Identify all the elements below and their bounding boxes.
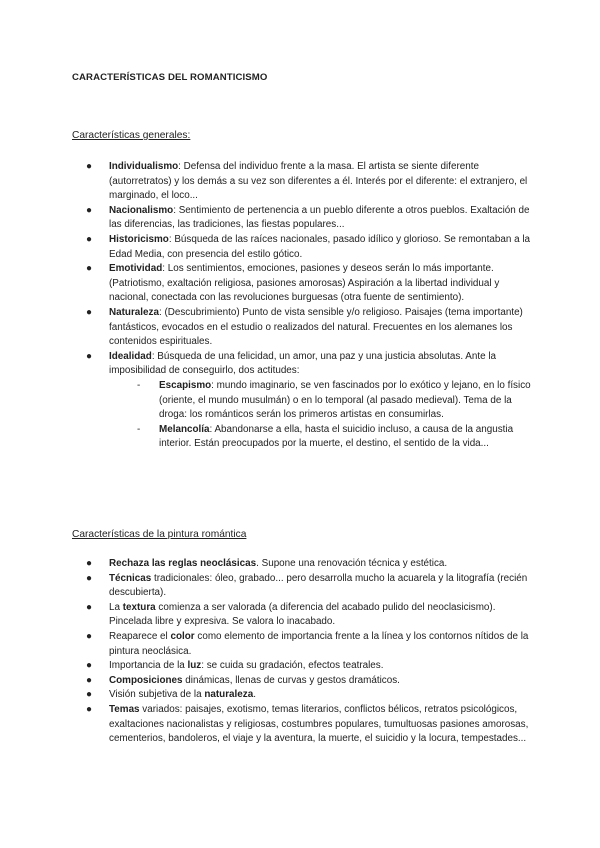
general-characteristics-list	[72, 160, 532, 452]
prefix: Importancia de la	[109, 660, 188, 672]
description: : Abandonarse a ella, hasta el suicidio incluso, a causa de la angustia interior. Están preocupados por la muerte, el destino, el sentido de la vida...	[159, 423, 514, 450]
sub-list	[136, 379, 532, 452]
bullet-icon: ●	[86, 263, 93, 275]
bullet-icon: ●	[86, 601, 93, 613]
term: Técnicas	[109, 572, 152, 584]
term: Emotividad	[109, 263, 163, 275]
bullet-icon: ●	[86, 204, 93, 216]
list-item	[72, 233, 532, 262]
prefix: Visión subjetiva de la	[109, 689, 205, 701]
description: : se cuida su gradación, efectos teatrales.	[201, 660, 384, 672]
list-item	[72, 674, 532, 689]
bullet-icon: ●	[86, 306, 93, 318]
sub-list-item	[136, 423, 532, 452]
sub-list-item	[136, 379, 532, 423]
bullet-icon: ●	[86, 233, 93, 245]
description: variados: paisajes, exotismo, temas literarios, conflictos bélicos, retratos psicológicos, exaltaciones nacionalistas y religiosas, costumbres populares, tumultuosas pasiones amorosas, cementerios, bandoleros, el viaje y la aventura, la muerte, el suicidio y la locura, tempestades...	[109, 703, 529, 745]
list-item	[72, 601, 532, 630]
dash-icon: -	[137, 423, 141, 435]
list-item	[72, 659, 532, 674]
list-item	[72, 630, 532, 659]
bullet-icon: ●	[86, 558, 93, 569]
term: Temas	[109, 703, 140, 715]
list-item	[72, 204, 532, 233]
bullet-icon: ●	[86, 689, 93, 701]
list-item	[72, 350, 532, 452]
bullet-icon: ●	[86, 660, 93, 672]
description: : mundo imaginario, se ven fascinados por lo exótico y lejano, en lo físico (oriente, el mundo musulmán) o en lo temporal (al pasado medieval). Tema de la droga: los románticos serán los primeros artistas en consumirlas.	[159, 379, 531, 421]
description: .	[253, 689, 256, 701]
bullet-icon: ●	[86, 572, 93, 584]
prefix: La	[109, 601, 123, 613]
term: Rechaza las reglas neoclásicas	[109, 558, 257, 569]
term: Melancolía	[159, 423, 210, 435]
term: luz	[187, 660, 202, 672]
description: comienza a ser valorada (a diferencia del acabado pulido del neoclasicismo). Pincelada libre y expresiva. Se valora lo inacabado.	[109, 601, 496, 628]
bullet-icon: ●	[86, 161, 93, 172]
list-item	[72, 262, 532, 306]
description: . Supone una renovación técnica y estética.	[256, 558, 448, 569]
bullet-icon: ●	[86, 350, 93, 362]
list-item	[72, 572, 532, 601]
bullet-icon: ●	[86, 630, 93, 642]
term: Nacionalismo	[109, 204, 174, 216]
section-heading-painting: Características de la pintura romántica	[72, 529, 247, 540]
term: naturaleza	[204, 689, 254, 701]
section-heading-general: Características generales:	[72, 130, 191, 141]
term: Naturaleza	[109, 306, 159, 318]
list-item	[72, 306, 532, 350]
painting-characteristics-list	[72, 557, 532, 747]
term: textura	[122, 601, 156, 613]
description: : Búsqueda de las raíces nacionales, pasado idílico y glorioso. Se remontaban a la Edad Media, con presencia del estilo gótico.	[109, 233, 531, 260]
term: Composiciones	[109, 674, 183, 686]
description: como elemento de importancia frente a la línea y los contornos nítidos de la pintura neoclásica.	[109, 630, 529, 657]
list-item	[72, 160, 532, 204]
term: Idealidad	[109, 350, 152, 362]
description: : Búsqueda de una felicidad, un amor, una paz y una justicia absolutas. Ante la imposibilidad de conseguirlo, dos actitudes:	[109, 350, 497, 377]
bullet-icon: ●	[86, 674, 93, 686]
description: : Los sentimientos, emociones, pasiones y deseos serán lo más importante. (Patriotismo, exaltación religiosa, pasiones amorosas) Aspiración a la libertad individual y nacional, conectada con las revoluciones burguesas (otra fuente de sentimiento).	[109, 263, 500, 304]
page-title: CARACTERÍSTICAS DEL ROMANTICISMO	[72, 72, 268, 83]
description: : Defensa del individuo frente a la masa. El artista se siente diferente (autorretratos) y los demás a su vez son diferentes a él. Interés por el diferente: el extranjero, el marginado, el loco...	[109, 161, 528, 202]
list-item	[72, 557, 532, 572]
description: : Sentimiento de pertenencia a un pueblo diferente a otros pueblos. Exaltación de las diferencias, las tradiciones, las fiestas populares...	[109, 204, 530, 231]
list-item	[72, 703, 532, 747]
description: dinámicas, llenas de curvas y gestos dramáticos.	[182, 674, 400, 686]
term: color	[170, 630, 195, 642]
description: : (Descubrimiento) Punto de vista sensible y/o religioso. Paisajes (tema importante) fantásticos, evocados en el estudio o realizados del natural. Frecuentes en los alemanes los contenidos espirituales.	[109, 306, 523, 348]
term: Historicismo	[109, 233, 169, 245]
prefix: Reaparece el	[109, 630, 171, 642]
term: Escapismo	[159, 379, 212, 391]
dash-icon: -	[137, 379, 141, 391]
bullet-icon: ●	[86, 703, 93, 715]
description: tradicionales: óleo, grabado... pero desarrolla mucho la acuarela y la litografía (recién descubierta).	[109, 572, 528, 599]
list-item	[72, 688, 532, 703]
term: Individualismo	[109, 161, 179, 172]
